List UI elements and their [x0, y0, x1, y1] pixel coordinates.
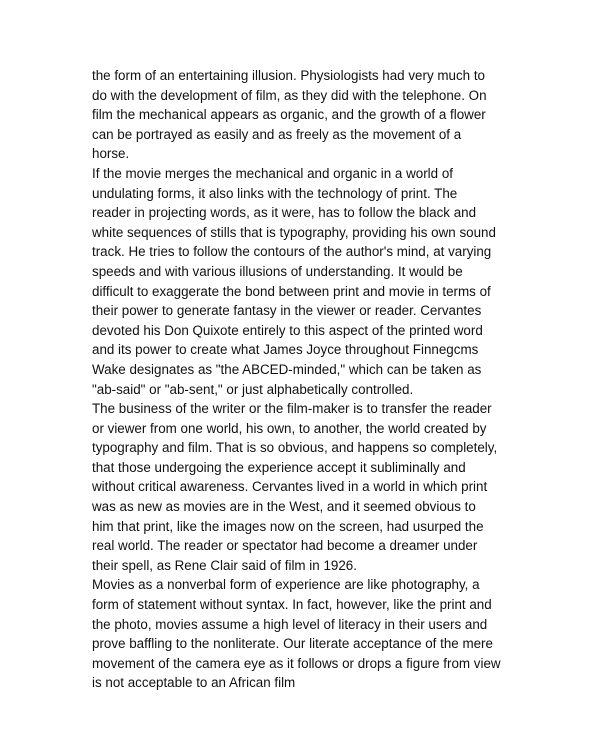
text-line: or viewer from one world, his own, to another, the world created by	[92, 420, 487, 436]
text-line: do with the development of film, as they did with the telephone. On	[92, 87, 487, 103]
text-line: without critical awareness. Cervantes lived in a world in which print	[92, 479, 488, 495]
text-line: can be portrayed as easily and as freely as the movement of a	[92, 126, 462, 142]
text-line: the form of an entertaining illusion. Physiologists had very much to	[92, 68, 485, 83]
text-line: film the mechanical appears as organic, and the growth of a flower	[92, 107, 486, 123]
text-line: undulating forms, it also links with the technology of print. The	[92, 185, 458, 201]
text-line: If the movie merges the mechanical and organic in a world of	[92, 165, 453, 181]
text-line: real world. The reader or spectator had become a dreamer under	[92, 538, 478, 554]
text-line: that those undergoing the experience accept it subliminally and	[92, 459, 466, 475]
paragraph	[92, 399, 518, 575]
text-line: difficult to exaggerate the bond between print and movie in terms of	[92, 283, 491, 299]
text-line: typography and film. That is so obvious, and happens so completely,	[92, 440, 498, 456]
text-line: is not acceptable to an African film	[92, 675, 296, 691]
text-line: reader in projecting words, as it were, has to follow the black and	[92, 205, 477, 221]
text-line: speeds and with various illusions of understanding. It would be	[92, 263, 463, 279]
text-line: Wake designates as "the ABCED-minded," which can be taken as	[92, 361, 482, 377]
text-line: track. He tries to follow the contours of the author's mind, at varying	[92, 244, 492, 260]
text-line: the photo, movies assume a high level of literacy in their users and	[92, 616, 488, 632]
text-line: white sequences of stills that is typography, providing his own sound	[92, 224, 496, 240]
text-line: him that print, like the images now on the screen, had usurped the	[92, 518, 484, 534]
text-line: horse.	[92, 146, 130, 162]
text-line: "ab-said" or "ab-sent," or just alphabetically controlled.	[92, 381, 414, 397]
text-line: their power to generate fantasy in the viewer or reader. Cervantes	[92, 303, 482, 319]
document-page	[92, 66, 518, 693]
text-line: devoted his Don Quixote entirely to this aspect of the printed word	[92, 322, 483, 338]
text-line: The business of the writer or the film-maker is to transfer the reader	[92, 401, 492, 417]
text-line: form of statement without syntax. In fact, however, like the print and	[92, 597, 492, 613]
text-line: movement of the camera eye as it follows or drops a figure from view	[92, 655, 501, 671]
text-line: their spell, as Rene Clair said of film in 1926.	[92, 557, 357, 573]
text-line: and its power to create what James Joyce throughout Finnegcms	[92, 342, 479, 358]
paragraph	[92, 66, 518, 164]
paragraph	[92, 575, 518, 693]
text-line: prove baffling to the nonliterate. Our literate acceptance of the mere	[92, 636, 493, 652]
paragraph	[92, 164, 518, 399]
text-line: was as new as movies are in the West, and it seemed obvious to	[92, 499, 476, 515]
text-line: Movies as a nonverbal form of experience are like photography, a	[92, 577, 480, 593]
